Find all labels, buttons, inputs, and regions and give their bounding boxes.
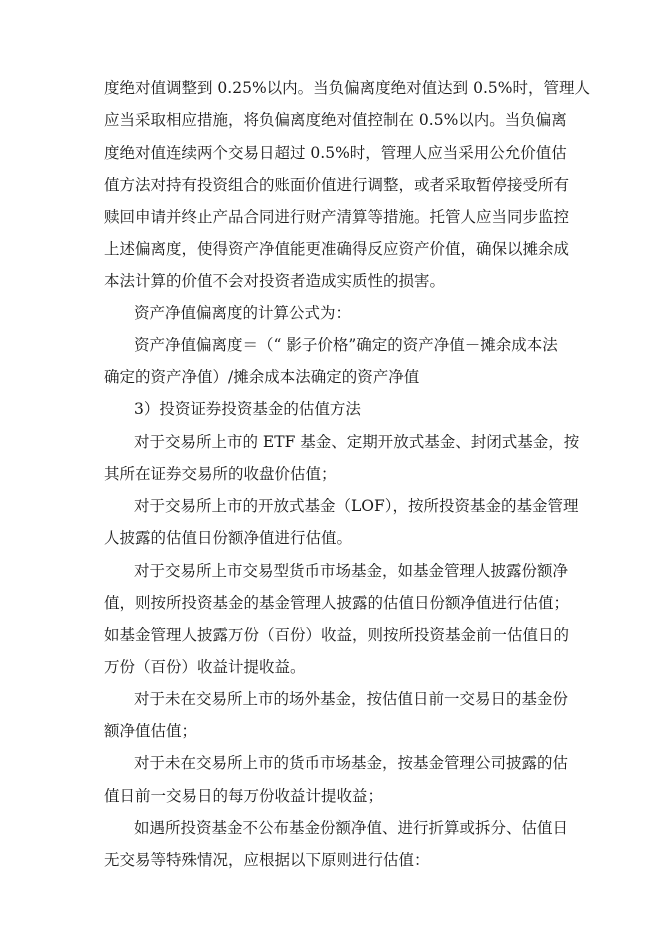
paragraph-line: 值，则按所投资基金的基金管理人披露的估值日份额净值进行估值；	[104, 594, 570, 612]
paragraph-line: 对于交易所上市的 ETF 基金、定期开放式基金、封闭式基金，按	[134, 433, 580, 451]
paragraph-line: 对于未在交易所上市的货币市场基金，按基金管理公司披露的估	[134, 754, 569, 772]
paragraph-line: 值方法对持有投资组合的账面价值进行调整，或者采取暂停接受所有	[104, 176, 570, 194]
paragraph-line: 如基金管理人披露万份（百份）收益，则按所投资基金前一估值日的	[104, 626, 570, 644]
paragraph-line: 本法计算的价值不会对投资者造成实质性的损害。	[104, 272, 446, 290]
paragraph-line: 赎回申请并终止产品合同进行财产清算等措施。托管人应当同步监控	[104, 208, 570, 226]
paragraph-line: 度绝对值调整到 0.25%以内。当负偏离度绝对值达到 0.5%时，管理人	[104, 79, 590, 97]
paragraph-line: 应当采取相应措施，将负偏离度绝对值控制在 0.5%以内。当负偏离	[104, 111, 567, 129]
formula-line: 确定的资产净值）/摊余成本法确定的资产净值	[104, 368, 420, 386]
paragraph-line: 上述偏离度，使得资产净值能更准确得反应资产价值，确保以摊余成	[104, 240, 570, 258]
paragraph-line: 其所在证券交易所的收盘价估值；	[104, 465, 337, 483]
formula-line: 资产净值偏离度＝（“ 影子价格”确定的资产净值－摊余成本法	[134, 336, 558, 354]
section-heading: 3）投资证券投资基金的估值方法	[134, 400, 361, 418]
formula-intro: 资产净值偏离度的计算公式为：	[134, 304, 352, 322]
paragraph-line: 人披露的估值日份额净值进行估值。	[104, 529, 353, 547]
paragraph-line: 对于交易所上市交易型货币市场基金，如基金管理人披露份额净	[134, 562, 569, 580]
paragraph-line: 值日前一交易日的每万份收益计提收益；	[104, 787, 384, 805]
paragraph-line: 对于未在交易所上市的场外基金，按估值日前一交易日的基金份	[134, 690, 569, 708]
paragraph-line: 度绝对值连续两个交易日超过 0.5%时，管理人应当采用公允价值估	[104, 144, 567, 162]
paragraph-line: 如遇所投资基金不公布基金份额净值、进行折算或拆分、估值日	[134, 819, 569, 837]
paragraph-line: 额净值估值；	[104, 722, 198, 740]
paragraph-line: 万份（百份）收益计提收益。	[104, 658, 306, 676]
paragraph-line: 无交易等特殊情况，应根据以下原则进行估值：	[104, 851, 430, 869]
paragraph-line: 对于交易所上市的开放式基金（LOF），按所投资基金的基金管理	[134, 497, 579, 515]
